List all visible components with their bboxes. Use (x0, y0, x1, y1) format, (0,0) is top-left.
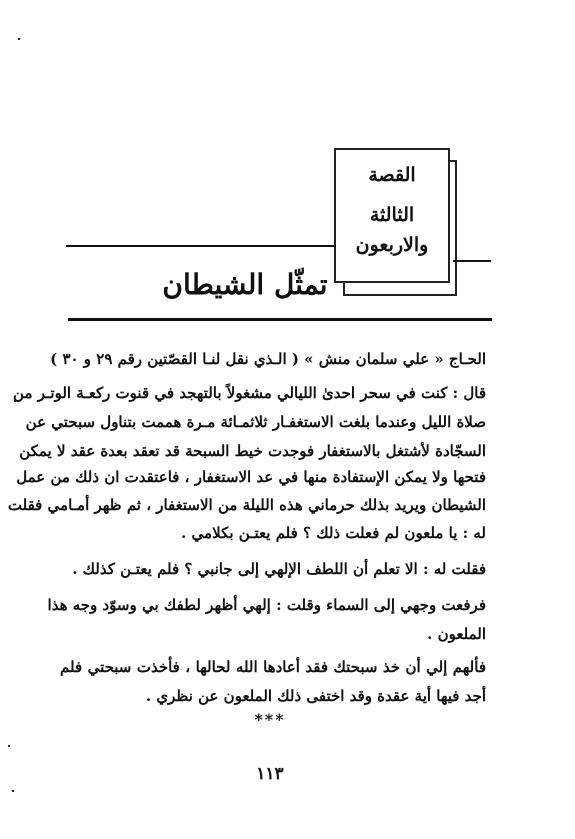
chapter-label-line3: والاربعون (355, 234, 429, 256)
heading-rule-left (66, 245, 336, 247)
section-separator: *** (254, 710, 286, 729)
body-line: الشيطان ويريد بذلك حرماني هذه الليلة من الاستغفار ، ثم ظهر أمـامي فقلت (7, 496, 486, 514)
margin-speck (8, 745, 10, 747)
body-line: أجد فيها أية عقدة وقد اختفى ذلك الملعون عن نظري . (145, 687, 486, 705)
body-line: صلاة الليل وعندما بلغت الاستغفـار ثلاثمـائة مـرة هممت بتناول سبحتي عن (25, 413, 486, 431)
body-line: له : يا ملعون لم فعلت ذلك ؟ فلم يعتـن بكلامي . (181, 524, 486, 542)
body-line: فألهم إلي أن خذ سبحتك فقد أعادها الله لحالها ، فأخذت سبحتي فلم (60, 658, 486, 676)
body-line: الملعون . (427, 625, 486, 643)
body-line: فرفعت وجهي إلى السماء وقلت : إلهي أظهر لطفك بي وسوّد وجه هذا (47, 596, 486, 614)
story-title: تمثّل الشيطان (162, 268, 328, 301)
body-line: فتحها ولا يمكن الإستفادة منها في عد الاستغفار ، فاعتقدت ان ذلك من عمل (16, 468, 486, 486)
body-line: السجّادة لأشتغل بالاستغفار فوجدت خيط السبحة قد تعقد بعدة عقد لا يمكن (19, 442, 486, 460)
title-underline (68, 318, 492, 321)
body-line: قال : كنت في سحر احدىٰ الليالي مشغولاً بالتهجد في قنوت ركعـة الوتـر من (13, 384, 486, 402)
margin-speck (12, 790, 14, 792)
chapter-label-line1: القصة (368, 164, 416, 186)
margin-speck (18, 38, 20, 40)
body-line: فقلت له : الا تعلم أن اللطف الإلهي إلى جانبي ؟ فلم يعتـن كذلك . (72, 560, 486, 578)
chapter-box (334, 148, 450, 283)
heading-rule-right (453, 260, 491, 262)
chapter-label-line2: الثالثة (369, 204, 415, 226)
page-number: ١١٣ (256, 764, 284, 784)
body-line: الحـاج « علي سلمان منش » ( الـذي نقل لنـا القصّتين رقم ٢٩ و ٣٠ ) (50, 350, 486, 368)
